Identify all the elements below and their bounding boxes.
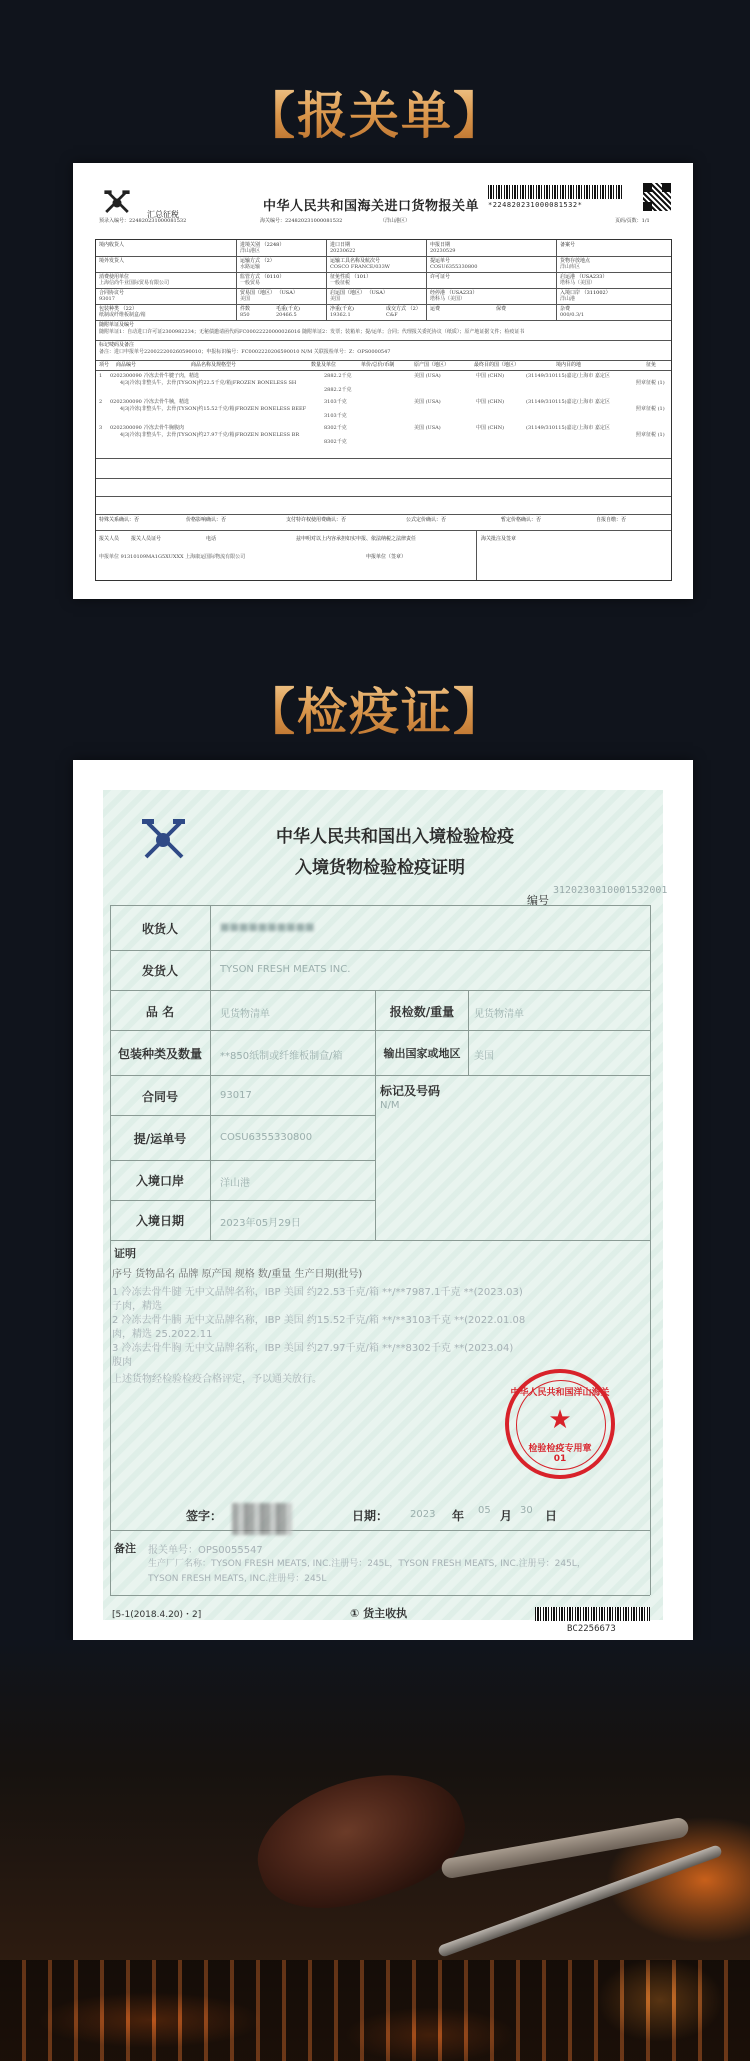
entry-date-field-value: 2023年05月29日	[220, 1218, 301, 1229]
goods-dest: 中国 (CHN)	[476, 425, 505, 431]
goods-col-code: 商品编号	[116, 362, 137, 368]
qr-code-icon	[643, 183, 671, 211]
date-year: 2023	[410, 1509, 436, 1520]
declare-date-value: 20230529	[430, 248, 456, 254]
goods-qty: 3103千克	[324, 399, 347, 405]
proof-row: 腹肉	[112, 1357, 132, 1368]
goods-place: (31149/310115)嘉定/上海市 嘉定区	[526, 399, 610, 405]
declarant-person-label: 报关人员	[99, 536, 120, 542]
weight-field-label: 报检数/重量	[389, 1005, 455, 1019]
trade-term-label: 成交方式 （2）	[386, 306, 421, 312]
goods-name: 冷冻去骨牛胸腹肉	[144, 425, 185, 431]
goods-tax: 照章征税 (1)	[636, 432, 665, 438]
check-provisional-price: 暂定价格确认：否	[501, 517, 542, 523]
entry-customs-value: 洋山港区	[240, 248, 261, 254]
entry-port-field-value: 洋山港	[220, 1178, 250, 1189]
tax-nature-label: 征免性质 （101）	[330, 274, 372, 280]
bill-no-label: 提运单号	[430, 258, 451, 264]
goods-spec: 4|3|冷冻|非整头牛，去骨|TYSON|约22.5千克/箱|FROZEN BONELESS SH	[120, 380, 297, 386]
signature	[232, 1503, 292, 1535]
cert-barcode	[535, 1607, 650, 1621]
consumer-value: 上海信尚牛业国际贸易有限公司	[99, 280, 170, 286]
marks-label: 标记唛码及备注	[99, 342, 135, 348]
declare-note: 兹申明对以上内容承担如实申报、依法纳税之法律责任	[296, 536, 417, 542]
quarantine-heading: 【检疫证】	[0, 672, 750, 744]
goods-origin: 美国 (USA)	[414, 399, 441, 405]
phone-label: 电话	[206, 536, 217, 542]
trade-country-value: 美国	[240, 296, 251, 302]
package-field-label: 包装种类及数量	[117, 1047, 202, 1061]
cert-number-value: 3120230310001532001	[553, 885, 668, 896]
proof-row: 2 冷冻去骨牛腩 无中文品牌名称，IBP 美国 约15.52千克/箱 **/**3103千克 **(2022.01.08	[112, 1315, 526, 1326]
goods-spec: 4|3|冷冻|非整头牛，去骨|TYSON|约27.97千克/箱|FROZEN BONELESS BR	[120, 432, 300, 438]
contract-field-value: 93017	[220, 1090, 252, 1101]
customs-title: 中华人民共和国海关进口货物报关单	[263, 199, 480, 214]
trade-country-label: 贸易国（地区） （USA）	[240, 290, 298, 296]
proof-conclusion: 上述货物经检验检疫合格评定，予以通关放行。	[112, 1374, 322, 1385]
customs-heading: 【报关单】	[0, 76, 750, 148]
entry-port-field-label: 入境口岸	[135, 1174, 184, 1188]
check-self-report: 自报自缴：否	[596, 517, 627, 523]
goods-place: (31149/310115)嘉定/上海市 嘉定区	[526, 425, 610, 431]
loading-port-value: 塔科马（美国）	[560, 280, 596, 286]
customs-barcode-number: *224820231000081532*	[488, 201, 583, 209]
goods-col-tax: 征免	[646, 362, 657, 368]
goods-col-dest: 最终目的国（地区）	[474, 362, 520, 368]
freight-label: 运费	[430, 306, 441, 312]
package-field-value: **850纸制或纤维板制盒/箱	[220, 1051, 343, 1062]
consumer-label: 消费使用单位	[99, 274, 130, 280]
page-count: 页码/页数：1/1	[615, 218, 650, 224]
goods-qty2: 2882.2千克	[324, 387, 352, 393]
goods-col-place: 境内目的地	[556, 362, 582, 368]
goods-qty: 8302千克	[324, 425, 347, 431]
storage-label: 货物存放地点	[560, 258, 591, 264]
date-month-unit: 月	[500, 1509, 513, 1523]
goods-no: 1	[99, 373, 103, 379]
proof-label: 证明	[114, 1247, 136, 1260]
consignee-field-label: 收货人	[141, 922, 178, 936]
entry-customs-label: 进境关别 （2248）	[240, 242, 285, 248]
goods-no: 3	[99, 425, 103, 431]
misc-fee-label: 杂费	[560, 306, 571, 312]
gross-weight-value: 20466.5	[276, 312, 297, 318]
stamp-bottom-text: 检验检疫专用章	[528, 1444, 592, 1454]
customs-endorse-label: 海关批注及签章	[481, 536, 517, 542]
transport-mode-label: 运输方式 （2）	[240, 258, 275, 264]
goods-dest: 中国 (CHN)	[476, 373, 505, 379]
goods-code: 0202300090	[110, 399, 142, 405]
trade-term-value: C&F	[386, 312, 398, 318]
declarant-company: 申报单位 91310109MA1G5XUXXX 上海康运国际物流有限公司	[99, 554, 246, 560]
goods-col-qty: 数量及单位	[311, 362, 337, 368]
declare-date-label: 申报日期	[430, 242, 451, 248]
consignee-label: 境内收货人	[99, 242, 125, 248]
origin-country-label: 启运国（地区） （USA）	[330, 290, 388, 296]
goods-name: 冷冻去骨牛腩，精选	[144, 399, 190, 405]
date-day-unit: 日	[545, 1509, 558, 1523]
proof-row: 子肉，精选	[112, 1301, 162, 1312]
gross-weight-label: 毛重(千克)	[276, 306, 300, 312]
license-label: 许可证号	[430, 274, 451, 280]
check-special-relation: 特殊关系确认：否	[99, 517, 140, 523]
documents-label: 随附单证及编号	[99, 322, 135, 328]
export-country-label: 输出国家或地区	[383, 1047, 461, 1060]
misc-fee-value: 000/0.3/1	[560, 312, 585, 318]
package-value: 纸制或纤维板制盒/箱	[99, 312, 146, 318]
storage-value: 洋山库区	[560, 264, 581, 270]
customs-declaration-document	[73, 163, 693, 599]
goods-spec: 4|3|冷冻|非整头牛，去骨|TYSON|约15.52千克/箱|FROZEN BONELESS BEEF	[120, 406, 307, 412]
bill-field-value: COSU6355330800	[220, 1132, 313, 1143]
marks-field-value: N/M	[380, 1100, 400, 1111]
customs-barcode	[488, 185, 624, 199]
transit-port-value: 塔科马（美国）	[430, 296, 466, 302]
consignee-field-value: ■■■■■■■■■■	[220, 922, 315, 933]
contract-field-label: 合同号	[141, 1090, 178, 1104]
grill-grate	[0, 1960, 750, 2061]
documents-value: 随附单证1：自动进口许可证2300982234；无秘债邀请函代码FC00022220000026016 随附单证2：发票；装箱单；提/运单；合同；代理报关委托协议（纸质）；原产地证据文件；检疫证书	[99, 329, 525, 335]
date-label: 日期：	[352, 1509, 389, 1523]
goods-name: 冷冻去骨牛腱子肉，精选	[144, 373, 200, 379]
supervision-value: 一般贸易	[240, 280, 261, 286]
goods-dest: 中国 (CHN)	[476, 399, 505, 405]
customs-number: 海关编号：224820231000081532	[260, 218, 343, 224]
goods-tax: 照章征税 (1)	[636, 406, 665, 412]
entry-port-value: 洋山港	[560, 296, 576, 302]
goods-col-price: 单价/总价/币制	[361, 362, 395, 368]
pieces-value: 850	[240, 312, 250, 318]
goods-origin: 美国 (USA)	[414, 373, 441, 379]
customs-table	[95, 239, 672, 581]
date-day: 30	[520, 1505, 533, 1516]
sign-label: 签字：	[186, 1509, 223, 1523]
date-month: 05	[478, 1505, 491, 1516]
official-seal-stamp	[505, 1369, 615, 1479]
goods-code: 0202300090	[110, 425, 142, 431]
goods-col-no: 项号	[99, 362, 110, 368]
form-code: [5-1(2018.4.20)・2]	[112, 1610, 202, 1620]
bill-no-value: COSU6355330800	[430, 264, 478, 270]
goods-no: 2	[99, 399, 103, 405]
contract-value: 93017	[99, 296, 115, 302]
proof-row: 1 冷冻去骨牛腱 无中文品牌名称，IBP 美国 约22.53千克/箱 **/**7987.1千克 **(2023.03)	[112, 1287, 523, 1298]
goods-origin: 美国 (USA)	[414, 425, 441, 431]
shipper-field-label: 发货人	[141, 964, 178, 978]
tax-nature-value: 一般征税	[330, 280, 351, 286]
cert-title-line2: 入境货物检验检疫证明	[295, 858, 465, 878]
loading-port-label: 启运港 （USA233）	[560, 274, 608, 280]
net-weight-label: 净重(千克)	[330, 306, 354, 312]
proof-row: 3 冷冻去骨牛胸 无中文品牌名称，IBP 美国 约27.97千克/箱 **/**8302千克 **(2023.04)	[112, 1343, 514, 1354]
cert-barcode-number: BC2256673	[567, 1624, 616, 1634]
goods-tax: 照章征税 (1)	[636, 380, 665, 386]
export-country-value: 美国	[474, 1051, 494, 1062]
remarks-line: TYSON FRESH MEATS, INC.注册号：245L	[148, 1574, 327, 1584]
proof-row: 肉，精选 25.2022.11	[112, 1329, 213, 1340]
cert-number-label: 编号	[527, 894, 549, 907]
customs-port: （洋山港区）	[380, 218, 411, 224]
import-date-label: 进口日期	[330, 242, 351, 248]
goods-col-origin: 原产国（地区）	[414, 362, 450, 368]
transit-port-label: 经停港 （USA233）	[430, 290, 478, 296]
goods-qty: 2882.2千克	[324, 373, 352, 379]
marks-field-label: 标记及号码	[380, 1084, 441, 1098]
stamp-top-text: 中华人民共和国洋山海关	[510, 1388, 610, 1398]
shipper-label: 境外发货人	[99, 258, 125, 264]
check-price-impact: 价格影响确认：否	[186, 517, 227, 523]
product-name-value: 见货物清单	[220, 1009, 270, 1020]
proof-header: 序号 货物品名 品牌 原产国 规格 数/重量 生产日期(批号)	[112, 1269, 363, 1280]
entry-date-field-label: 入境日期	[135, 1214, 184, 1228]
remarks-line: 报关单号：OPS0055547	[148, 1545, 263, 1556]
net-weight-value: 19362.1	[330, 312, 351, 318]
remarks-label: 备注	[114, 1542, 136, 1555]
package-label: 包装种类 （22）	[99, 306, 137, 312]
date-year-unit: 年	[452, 1509, 465, 1523]
remarks-line: 生产厂厂名称：TYSON FRESH MEATS, INC.注册号：245L，TYSON FRESH MEATS, INC.注册号：245L，	[148, 1559, 586, 1569]
marks-value: 备注：进口申报单号220022200260590010；申报标识编号：FC0002220206590010 N/M 关联报检单号：Z：OPS0000547	[99, 349, 391, 355]
customs-emblem-icon	[99, 185, 135, 221]
copy-label: ① 货主收执	[350, 1607, 408, 1620]
declarant-person-id-label: 报关人员证号	[131, 536, 162, 542]
vessel-value: COSCO FRANCE/033W	[330, 264, 390, 270]
shipper-field-value: TYSON FRESH MEATS INC.	[220, 964, 351, 975]
insurance-label: 保费	[496, 306, 507, 312]
goods-place: (31149/310115)嘉定/上海市 嘉定区	[526, 373, 610, 379]
import-date-value: 20230622	[330, 248, 356, 254]
record-no-label: 备案号	[560, 242, 576, 248]
cert-title-line1: 中华人民共和国出入境检验检疫	[276, 827, 514, 847]
product-name-label: 品 名	[145, 1005, 175, 1019]
transport-mode-value: 水路运输	[240, 264, 261, 270]
origin-country-value: 美国	[330, 296, 341, 302]
check-formula-price: 公式定价确认：否	[406, 517, 447, 523]
bill-field-label: 提/运单号	[133, 1132, 187, 1146]
goods-qty2: 8302千克	[324, 439, 347, 445]
contract-label: 合同协议号	[99, 290, 125, 296]
goods-col-name: 商品名称及规格型号	[191, 362, 237, 368]
weight-field-value: 见货物清单	[474, 1009, 524, 1020]
entry-port-label: 入境口岸 （311002）	[560, 290, 611, 296]
summary-tax-tag: 汇总征税	[147, 210, 179, 219]
vessel-label: 运输工具名称及航次号	[330, 258, 381, 264]
pre-entry-number: 预录入编号：224820231000081532	[99, 218, 187, 224]
declarant-seal-label: 申报单位（签章）	[366, 554, 407, 560]
goods-qty2: 3103千克	[324, 413, 347, 419]
stamp-number: 01	[553, 1454, 567, 1464]
stamp-star-icon: ★	[548, 1405, 572, 1435]
supervision-label: 监管方式 （0110）	[240, 274, 285, 280]
pieces-label: 件数	[240, 306, 251, 312]
goods-code: 0202300090	[110, 373, 142, 379]
check-royalty: 支付特许权使用费确认：否	[286, 517, 347, 523]
